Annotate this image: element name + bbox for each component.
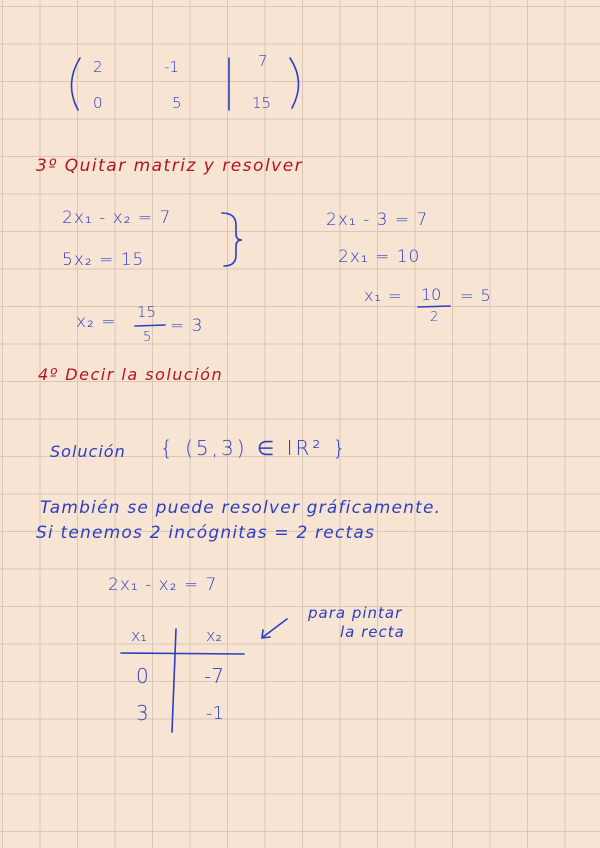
solve-x1-denominator: 2 (430, 310, 439, 325)
x2-denominator: 5 (143, 330, 152, 345)
table-header-x1: x₁ (131, 626, 147, 645)
step3-heading: 3º Quitar matriz y resolver (36, 156, 304, 176)
annotation-line-1: para pintar (308, 604, 403, 622)
matrix-cell-1-1: 2 (93, 58, 103, 76)
step4-heading: 4º Decir la solución (38, 365, 224, 384)
table-cell-1-2: -7 (204, 664, 224, 688)
table-cell-2-1: 3 (136, 701, 149, 725)
matrix-left-paren (71, 58, 80, 110)
annotation-arrow-head (262, 630, 270, 638)
x2-result: = 3 (170, 316, 204, 336)
table-cell-2-2: -1 (206, 703, 224, 724)
solution-set: { (5,3) ∈ IR² } (160, 436, 349, 460)
matrix-cell-2-3: 15 (252, 94, 272, 112)
solution-label: Solución (50, 442, 126, 461)
system-equation-2: 5x₂ = 15 (62, 250, 145, 270)
system-brace (222, 213, 242, 266)
x2-numerator: 15 (137, 303, 157, 321)
table-cell-1-1: 0 (136, 664, 149, 688)
matrix-cell-1-2: -1 (164, 58, 179, 76)
solve-x1-result: = 5 (460, 286, 492, 305)
system-equation-1: 2x₁ - x₂ = 7 (62, 208, 172, 228)
graph-note-line-1: También se puede resolver gráficamente. (40, 498, 442, 518)
solve-x1-label: x₁ = (364, 286, 403, 305)
table-horizontal-line (121, 653, 244, 654)
x2-label: x₂ = (76, 312, 117, 332)
solve-x1-line-1: 2x₁ - 3 = 7 (326, 210, 429, 230)
x2-fraction-bar (135, 325, 165, 326)
x1-fraction-bar (418, 306, 450, 307)
table-vertical-line (172, 629, 176, 732)
solve-x1-numerator: 10 (421, 285, 442, 304)
annotation-arrow-line (263, 619, 287, 637)
table-equation: 2x₁ - x₂ = 7 (108, 575, 218, 595)
matrix-cell-2-2: 5 (172, 94, 182, 112)
solve-x1-line-2: 2x₁ = 10 (338, 247, 421, 267)
annotation-line-2: la recta (340, 623, 405, 641)
table-header-x2: x₂ (206, 626, 222, 645)
graph-note-line-2: Si tenemos 2 incógnitas = 2 rectas (36, 523, 375, 543)
matrix-cell-1-3: 7 (258, 52, 268, 70)
matrix-right-paren (290, 58, 299, 108)
matrix-cell-2-1: 0 (93, 94, 103, 112)
